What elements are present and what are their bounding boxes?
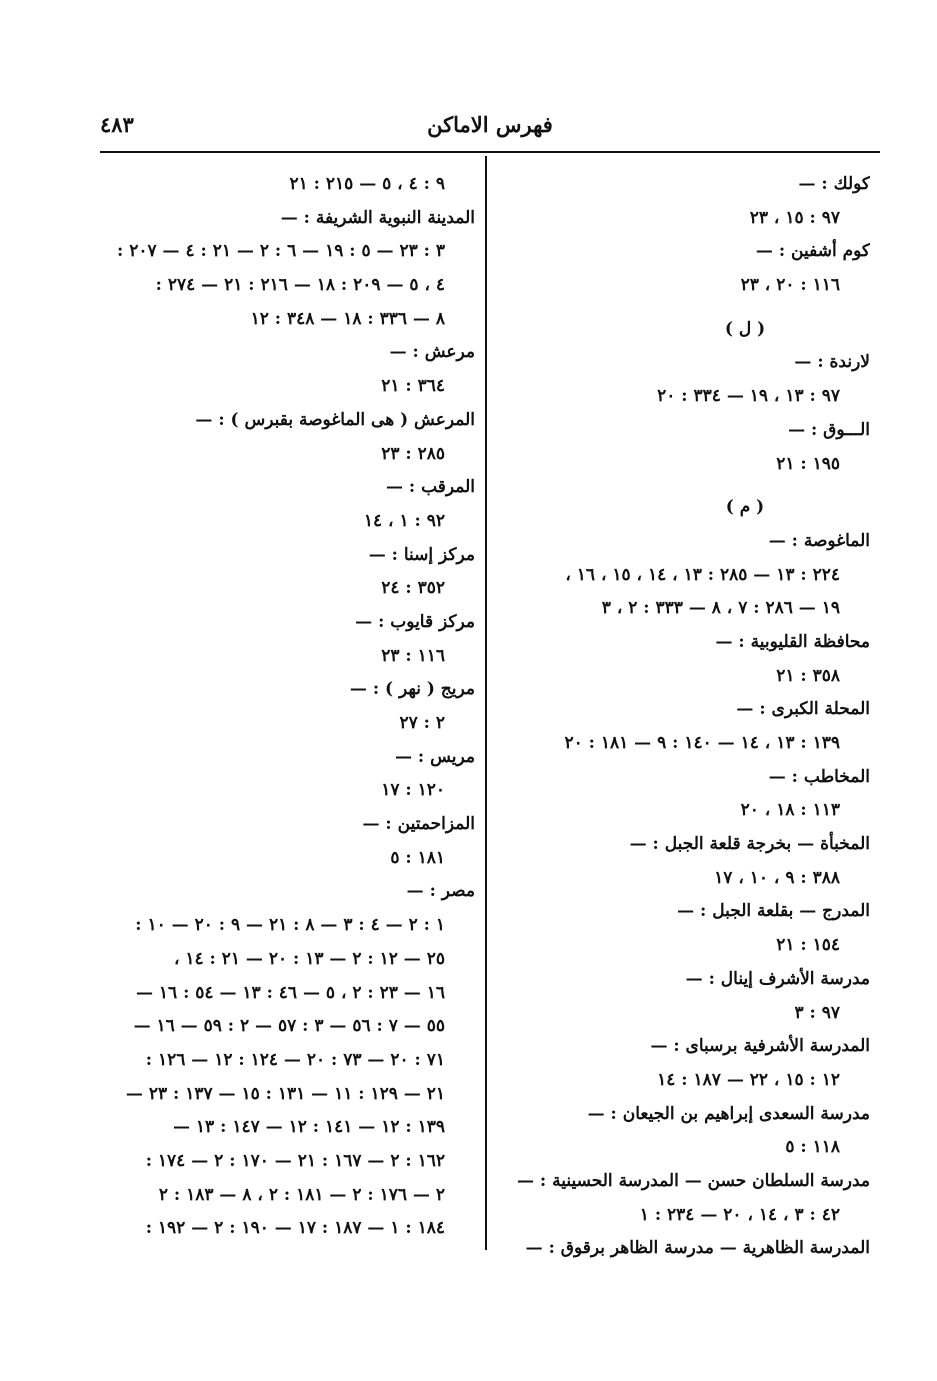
page-refs: ٩٧ : ١٣ ، ١٩ — ٣٣٤ : ٢٠ [657,386,840,407]
page-refs: ١١٦ : ٢٠ ، ٢٣ [740,275,840,296]
page-refs: ١٣٩ : ١٣ ، ١٤ — ١٤٠ : ٩ — ١٨١ : ٢٠ [564,733,840,753]
column-divider [485,156,487,1250]
index-entry: الـــوق : — [788,419,870,440]
page-refs: ٩ : ٤ ، ٥ — ٢١٥ : ٢١ [289,174,445,194]
page-refs: ١٩ — ٢٨٦ : ٧ ، ٨ — ٣٣٣ : ٢ ، ٣ [601,598,840,619]
index-entry: مدرسة السلطان حسن — المدرسة الحسينية : — [517,1170,870,1191]
page-refs: ٣٨٨ : ٩ ، ١٠ ، ١٧ [714,867,840,888]
page-refs: ٢٨٥ : ٢٣ [381,443,445,464]
page-refs: ٣ : ٢٣ — ٥ : ١٩ — ٦ : ٢ — ٢١ : ٤ — ٢٠٧ : [117,241,445,262]
page-refs: ٢ — ١٧٦ : ٢ — ١٨١ : ٢ ، ٨ — ١٨٣ : ٢ [158,1184,445,1205]
page-refs: ٢٢٤ : ١٣ — ٢٨٥ : ١٣ ، ١٤ ، ١٥ ، ١٦ ، [565,564,840,585]
page-refs: ٢٥ — ١٢ : ٢ — ١٣ : ٢٠ — ٢١ : ١٤ ، [173,948,445,969]
page-refs: ٣٥٢ : ٢٤ [381,578,445,599]
page-refs: ١٢ : ١٥ ، ٢٢ — ١٨٧ : ١٤ [657,1069,840,1090]
index-entry: مريس : — [394,746,475,767]
index-entry: المدرج — بقلعة الجبل : — [677,901,870,922]
page-header [100,112,880,152]
index-entry: المرعش ( هى الماغوصة بقبرس ) : — [195,409,475,430]
page-refs: ١٢٠ : ١٧ [381,780,445,801]
index-entry: مركز إسنا : — [368,544,475,565]
index-entry: المخاطب : — [768,766,870,787]
left-column [105,168,475,1246]
page-refs: ١١٨ : ٥ [785,1137,840,1158]
section-gap [500,303,870,313]
page-refs: ١١٣ : ١٨ ، ٢٠ [740,800,840,821]
index-entry: كولك : — [798,174,870,194]
index-entry: محافظة القليوبية : — [715,631,870,652]
page-refs: ٢١ — ١٢٩ : ١١ — ١٣١ : ١٥ — ١٣٧ : ٢٣ — [125,1083,445,1104]
page-refs: ٩٧ : ٣ [794,1002,840,1023]
page-refs: ٨ — ٣٣٦ : ١٨ — ٣٤٨ : ١٢ [250,308,445,329]
index-entry: مريج ( نهر ) : — [349,679,475,700]
page-refs: ١ : ٢ — ٤ : ٣ — ٨ : ٢١ — ٩ : ٢٠ — ١٠ : [135,915,445,936]
index-entry: المرقب : — [385,477,475,498]
page-refs: ٩٧ : ١٥ ، ٢٣ [749,207,840,228]
index-entry: مدرسة السعدى إبراهيم بن الجيعان : — [587,1103,870,1124]
page-refs: ٩٢ : ١ ، ١٤ [363,510,445,531]
page-refs: ٤٢ : ٣ ، ١٤ ، ٢٠ — ٢٣٤ : ١ [639,1204,840,1225]
index-entry: الماغوصة : — [768,530,870,551]
page-refs: ٤ ، ٥ — ٢٠٩ : ١٨ — ٢١٦ : ٢١ — ٢٧٤ : [155,275,445,296]
section-heading: ( ل ) [724,318,766,339]
page-refs: ١١٦ : ٢٣ [381,645,445,666]
page-refs: ٥٥ — ٧ : ٥٦ — ٣ : ٥٧ — ٢ : ٥٩ — ١٦ — [133,1016,445,1037]
page-refs: ٣٥٨ : ٢١ [776,665,840,686]
index-entry: المزاحمتين : — [362,814,475,835]
index-entry: المخبأة — بخرجة قلعة الجبل : — [629,834,870,855]
index-entry: المحلة الكبرى : — [736,699,870,720]
index-entry: مدرسة الأشرف إينال : — [685,968,870,989]
right-column [500,168,870,1266]
index-entry: مركز قايوب : — [355,611,475,632]
index-entry: مرعش : — [389,342,475,363]
index-entry: كوم أشفين : — [755,241,870,262]
page-refs: ٢ : ٢٧ [399,713,445,733]
index-entry: لارندة : — [794,352,870,373]
index-entry: مصر : — [406,881,475,902]
page-refs: ٧١ : ٢٠ — ٧٣ : ٢٠ — ١٢٤ : ١٢ — ١٢٦ : [145,1049,445,1070]
page-refs: ١٦ — ٢٣ : ٢ ، ٥ — ٤٦ : ١٣ — ٥٤ : ١٦ — [135,982,445,1003]
page-refs: ١٩٥ : ٢١ [776,453,840,474]
page-refs: ١٦٢ : ٢ — ١٦٧ : ٢١ — ١٧٠ : ٢ — ١٧٤ : [145,1150,445,1171]
section-heading: ( م ) [725,497,765,518]
page-title: فهرس الاماكن [427,112,553,137]
page-refs: ١٥٤ : ٢١ [776,935,840,956]
header-rule [100,151,880,153]
page-refs: ٣٦٤ : ٢١ [381,376,445,397]
section-gap [500,481,870,491]
index-entry: المدرسة الأشرفية برسباى : — [650,1036,870,1057]
page-refs: ١٣٩ : ١٢ — ١٤١ : ١٢ — ١٤٧ : ١٣ — [173,1117,445,1138]
index-entry: المدينة النبوية الشريفة : — [280,207,475,228]
index-entry: المدرسة الظاهرية — مدرسة الظاهر برقوق : — [525,1238,870,1259]
page-refs: ١٨١ : ٥ [390,847,445,868]
page-number: ٤٨٣ [100,112,134,137]
page-refs: ١٨٤ : ١ — ١٨٧ : ١٧ — ١٩٠ : ٢ — ١٩٢ : [145,1218,445,1239]
